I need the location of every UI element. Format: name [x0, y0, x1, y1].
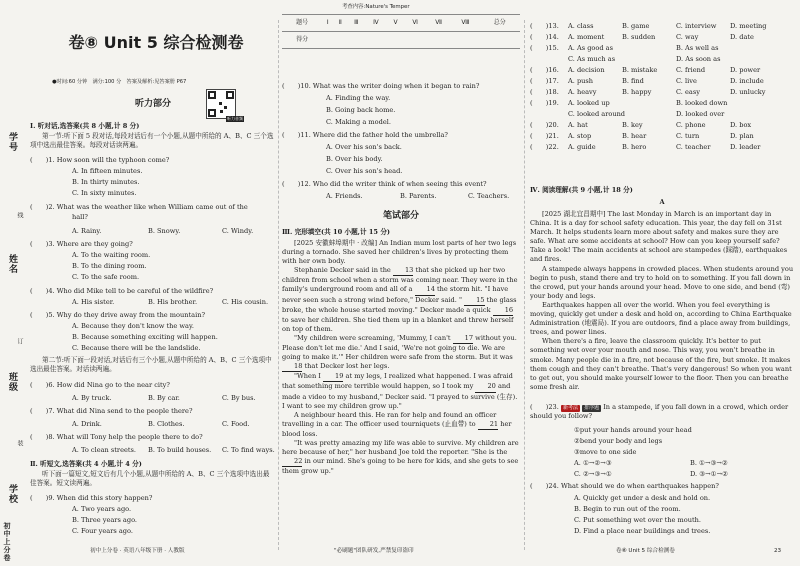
q12-option-b: B. Parents.	[400, 192, 437, 200]
reading-p4: When there's a fire, leave the classroom quickly. It's better to put something wet over your mouth and nose. This way, you won't breathe in smoke. Many people die in a fire, not because of the fire, but smoke. It makes them cough and they can't breathe. That's very dangerous! So when you want to get out, you should make yourself lower to the floor. Then you can breathe some fresh air.	[530, 337, 792, 391]
choice-option: C. friend	[676, 66, 706, 74]
choice-option: A. As good as	[568, 44, 613, 52]
q5-option-c: C. Because there will be the landslide.	[72, 344, 201, 352]
choice-option: A. push	[568, 77, 594, 85]
blank-22[interactable]: 22	[282, 457, 302, 467]
margin-label-school: 学校	[7, 484, 17, 504]
qr-caption: 听力音频	[227, 116, 243, 121]
choice-option: D. include	[730, 77, 764, 85]
choice-option: B. game	[622, 22, 650, 30]
blank-17[interactable]: 17	[453, 334, 473, 344]
q10-option-b: B. Going back home.	[326, 106, 396, 114]
choice-option: B. sudden	[622, 33, 656, 41]
choice-option: A. guide	[568, 143, 596, 151]
margin-cut-1: 线	[16, 212, 23, 219]
question-7: ( )7. What did Nina send to the people there?	[30, 407, 193, 415]
question-3: ( )3. Where are they going?	[30, 240, 133, 248]
q9-option-c: C. Four years ago.	[72, 527, 133, 535]
choice-option: C. easy	[676, 88, 700, 96]
passage-label: A	[659, 198, 665, 206]
q23-step-3: ③move to one side	[574, 448, 637, 456]
q23-option-d: D. ③→①→②	[690, 470, 729, 478]
footer-middle: "必刷题"团队研发,严禁复印盗印	[334, 548, 414, 554]
q6-option-a: A. By truck.	[72, 394, 112, 402]
score-table	[282, 14, 520, 49]
cloze-text: that Decker lost her legs.	[304, 362, 390, 371]
score-cell: Ⅴ	[387, 15, 405, 32]
choice-option: D. leader	[730, 143, 761, 151]
q2-option-c: C. Windy.	[222, 227, 254, 235]
q24-option-b: B. Begin to run out of the room.	[574, 505, 681, 513]
score-cell: Ⅰ	[322, 15, 333, 32]
margin-label-class: 班级	[7, 372, 17, 392]
question-2: ( )2. What was the weather like when William came out of the	[30, 203, 248, 211]
choice-option: B. happy	[622, 88, 652, 96]
cloze-text: at my legs, I realized what happened. I was afraid that something more terrible would happen, so I took my	[282, 372, 513, 391]
score-cell: Ⅱ	[333, 15, 347, 32]
q10-option-a: A. Finding the way.	[326, 94, 391, 102]
q12-option-c: C. Teachers.	[468, 192, 510, 200]
q4-option-b: B. His brother.	[148, 298, 198, 306]
score-cell: 总分	[480, 15, 520, 32]
choice-option: B. looked down	[676, 99, 728, 107]
q24-stem: What should we do when earthquakes happen?	[560, 482, 719, 490]
margin-logo: 初中上分卷	[3, 522, 12, 562]
choice-number: ( )21.	[530, 132, 559, 140]
q3-option-b: B. To the dining room.	[72, 262, 147, 270]
section-2-heading: Ⅱ. 听短文,选答案(共 4 小题,计 4 分)	[30, 460, 142, 468]
footer-left: 初中上分卷 · 英语八年级下册 · 人教版	[90, 548, 185, 554]
choice-option: A. looked up	[568, 99, 610, 107]
blank-14[interactable]: 14	[415, 285, 435, 295]
choice-option: D. box	[730, 121, 752, 129]
score-input[interactable]	[451, 32, 479, 49]
q3-option-a: A. To the waiting room.	[72, 251, 151, 259]
choice-option: D. plan	[730, 132, 754, 140]
cloze-text: Stephanie Decker said in the	[294, 266, 391, 275]
section-3-heading: Ⅲ. 完形填空(共 10 小题,计 15 分)	[282, 228, 391, 236]
score-input[interactable]	[387, 32, 405, 49]
choice-option: B. find	[622, 77, 644, 85]
q4-option-a: A. His sister.	[72, 298, 115, 306]
q2-option-b: B. Snowy.	[148, 227, 181, 235]
column-divider	[278, 20, 279, 550]
margin-label-name: 姓名	[7, 254, 17, 274]
score-input[interactable]	[322, 32, 333, 49]
q7-option-c: C. Food.	[222, 420, 250, 428]
q24-option-a: A. Quickly get under a desk and hold on.	[574, 494, 711, 502]
choice-option: D. unlucky	[730, 88, 766, 96]
score-label: 得分	[282, 32, 322, 49]
choice-number: ( )19.	[530, 99, 559, 107]
choice-option: D. power	[730, 66, 761, 74]
choice-option: A. moment	[568, 33, 605, 41]
question-1: ( )1. How soon will the typhoon come?	[30, 156, 170, 164]
q1-option-c: C. In sixty minutes.	[72, 189, 137, 197]
q23-option-b: B. ①→③→②	[690, 459, 728, 467]
cloze-p3	[282, 334, 520, 372]
q8-option-b: B. To build houses.	[148, 446, 212, 454]
cloze-text: that she picked up her two children from school when a storm was coming near. They were in the family's underground room and all of a	[282, 266, 518, 294]
q1-option-b: B. In thirty minutes.	[72, 178, 140, 186]
question-11: ( )11. Where did the father hold the umbrella?	[282, 131, 448, 139]
choice-option: A. heavy	[568, 88, 597, 96]
q23-stem: In a stampede, if you fall down in a crowd, which order should you follow?	[530, 403, 789, 421]
margin-cut-2: 订	[16, 338, 23, 345]
q7-option-b: B. Clothes.	[148, 420, 185, 428]
q7-option-a: A. Drink.	[72, 420, 102, 428]
choice-number: ( )16.	[530, 66, 559, 74]
blank-15[interactable]: 15	[464, 296, 484, 306]
question-4: ( )4. Who did Mike tell to be careful of the wildfire?	[30, 287, 214, 295]
cloze-p6	[282, 439, 520, 476]
q23-step-2: ②bend your body and legs	[574, 437, 663, 445]
score-input[interactable]	[426, 32, 451, 49]
writing-heading: 笔试部分	[382, 211, 419, 221]
ordering-badge: 排序题	[584, 405, 600, 411]
choice-option: C. way	[676, 33, 699, 41]
score-input[interactable]	[480, 32, 520, 49]
q2-option-a: A. Rainy.	[72, 227, 102, 235]
cloze-text: the storm hit. "I have never seen such a strong wind before," Decker said. "	[282, 285, 509, 304]
score-cell: Ⅲ	[347, 15, 365, 32]
column-divider	[524, 20, 525, 550]
cloze-p4	[282, 372, 520, 410]
section-1-intro-2: 第二节:听下面一段对话,对话后有三个小题,从题中所给的 A、B、C 三个选项中选出最佳答案。对话读两遍。	[30, 356, 272, 374]
choice-option: D. looked over	[676, 110, 725, 118]
score-input[interactable]	[404, 32, 426, 49]
q12-option-a: A. Friends.	[326, 192, 363, 200]
reading-p2: A stampede always happens in crowded places. When students around you begin to push, stand there and try to hold on to something. If you fall down in the crowd, put your hands around your head. Move to one side, and bend (弯) your body and legs.	[530, 264, 794, 300]
cloze-text: to save her children. She tied them up in a blanket and threw herself on top of them.	[282, 315, 514, 333]
question-2-cont: hall?	[72, 213, 88, 221]
choice-option: C. interview	[676, 22, 717, 30]
question-24	[530, 482, 719, 491]
question-9: ( )9. When did this story happen?	[30, 494, 153, 502]
choice-option: C. teacher	[676, 143, 711, 151]
cloze-text: A neighbour heard this. He ran for help and found an officer travelling in a car. The officer used tourniquets (止血带) to	[282, 410, 497, 428]
q1-option-a: A. In fifteen minutes.	[72, 167, 143, 175]
listening-heading: 听力部分	[134, 99, 171, 109]
cloze-p1: [2025 安徽蚌埠期中 · 改编] An Indian mum lost parts of her two legs during a tornado. She saved her children's lives by protecting them with her own body.	[282, 239, 517, 266]
choice-number: ( )22.	[530, 143, 559, 151]
cloze-text: "When I	[294, 372, 321, 381]
cloze-text: without you. Please don't let me die.' And I said, 'We're not going to die. We are going to make it.'" Her children were safe from the storm. But it was	[282, 333, 517, 362]
choice-number: ( )20.	[530, 121, 559, 129]
cloze-text: in our mind. She's going to be here for kids, and she gets to see them grow up."	[282, 457, 519, 476]
score-cell: Ⅵ	[404, 15, 426, 32]
page-title: 卷⑧ Unit 5 综合检测卷	[68, 33, 244, 52]
q5-option-a: A. Because they don't know the way.	[72, 322, 194, 330]
question-6: ( )6. How did Nina go to the near city?	[30, 381, 170, 389]
q11-option-a: A. Over his son's back.	[326, 143, 402, 151]
section-4-heading: Ⅳ. 阅读理解(共 9 小题,计 18 分)	[530, 186, 633, 194]
cloze-text: the glass broke, the whole house started moving." Decker made a quick	[282, 295, 517, 314]
margin-cut-3: 装	[16, 440, 23, 447]
question-5: ( )5. Why do they drive away from the mountain?	[30, 311, 205, 319]
choice-option: A. hat	[568, 121, 588, 129]
q8-option-c: C. To find ways.	[222, 446, 275, 454]
q9-option-b: B. Three years ago.	[72, 516, 138, 524]
score-cell: Ⅳ	[365, 15, 387, 32]
reading-passage	[530, 210, 794, 392]
q11-option-b: B. Over his body.	[326, 155, 383, 163]
reading-p1: [2025 湖北宜昌期中] The last Monday in March is an important day in China. It is a day for school safety education. This year, the day fell on 31st March. It helps students learn more about safety and makes sure they are safe. What are some accidents at school? How can you keep yourself safe? Take a look! The main accidents at school are stampedes (踩踏), earthquakes and fires.	[530, 210, 788, 264]
section-1-heading: Ⅰ. 听对话,选答案(共 8 小题,计 8 分)	[30, 122, 140, 130]
choice-option: D. As soon as	[676, 55, 721, 63]
q3-option-c: C. To the safe room.	[72, 273, 140, 281]
question-12: ( )12. Who did the writer think of when seeing this event?	[282, 180, 487, 188]
new-method-badge: 新考法	[562, 405, 578, 411]
q5-option-b: B. Because something exciting will happen.	[72, 333, 218, 341]
q23-number: ( )23.	[530, 403, 559, 411]
choice-option: D. date	[730, 33, 754, 41]
blank-19[interactable]: 19	[323, 372, 343, 382]
q11-option-c: C. Over his son's head.	[326, 167, 403, 175]
choice-option: C. looked around	[568, 110, 626, 118]
column-right	[530, 0, 794, 566]
question-23	[530, 403, 794, 421]
choice-number: ( )17.	[530, 77, 559, 85]
column-left	[30, 0, 276, 566]
q10-option-c: C. Making a model.	[326, 118, 391, 126]
q23-option-a: A. ①→②→③	[574, 459, 612, 467]
choice-option: C. live	[676, 77, 697, 85]
choice-number: ( )15.	[530, 44, 559, 52]
cloze-text: "It was pretty amazing my life was able to survive. My children are here because of her," her husband Joe told the reporter. "She is the	[282, 438, 519, 457]
q24-option-d: D. Find a place near buildings and trees.	[574, 527, 711, 535]
cloze-text: and made a video to my husband," Decker said. "I prayed to survive (生存). I want to see my children grow up."	[282, 382, 518, 410]
cloze-p2	[282, 266, 520, 334]
choice-option: B. hero	[622, 143, 647, 151]
choice-option: C. turn	[676, 132, 700, 140]
q9-option-a: A. Two years ago.	[72, 505, 132, 513]
question-10: ( )10. What was the writer doing when it began to rain?	[282, 82, 480, 90]
q4-option-c: C. His cousin.	[222, 298, 269, 306]
score-input[interactable]	[333, 32, 347, 49]
choice-option: B. As well as	[676, 44, 719, 52]
score-input[interactable]	[347, 32, 365, 49]
score-cell: Ⅷ	[451, 15, 479, 32]
q8-option-a: A. To clean streets.	[72, 446, 137, 454]
choice-option: B. hear	[622, 132, 647, 140]
blank-16[interactable]: 16	[493, 306, 513, 316]
q23-option-c: C. ②→③→①	[574, 470, 612, 478]
choice-option: B. mistake	[622, 66, 658, 74]
cloze-p5	[282, 411, 520, 439]
cloze-passage	[282, 239, 520, 476]
choice-option: A. stop	[568, 132, 592, 140]
blank-21[interactable]: 21	[478, 420, 498, 430]
choice-option: B. key	[622, 121, 643, 129]
footer-right: 卷⑧ Unit 5 综合检测卷	[616, 548, 675, 554]
blank-20[interactable]: 20	[475, 382, 495, 392]
q6-option-c: C. By bus.	[222, 394, 256, 402]
q24-option-c: C. Put something wet over the mouth.	[574, 516, 702, 524]
q23-step-1: ①put your hands around your head	[574, 426, 692, 434]
score-input[interactable]	[365, 32, 387, 49]
choice-option: D. meeting	[730, 22, 767, 30]
content-header: 考查内容:Nature's Temper	[342, 4, 410, 10]
blank-13[interactable]: 13	[393, 266, 413, 276]
cloze-text: "My children were screaming, 'Mummy, I can't	[294, 333, 451, 342]
choice-option: A. class	[568, 22, 594, 30]
reading-p3: Earthquakes happen all over the world. When you feel everything is moving, quickly get under a desk and hold on, according to China Earthquake Administration (地震局). If you are outdoors, find a place away from buildings, trees, and power lines.	[530, 300, 792, 337]
score-cell: Ⅶ	[426, 15, 451, 32]
score-cell: 题号	[282, 15, 322, 32]
choice-option: C. As much as	[568, 55, 616, 63]
choice-number: ( )13.	[530, 22, 559, 30]
choice-number: ( )18.	[530, 88, 559, 96]
column-middle	[282, 0, 520, 566]
q24-number: ( )24.	[530, 482, 559, 490]
blank-18[interactable]: 18	[282, 362, 302, 372]
choice-number: ( )14.	[530, 33, 559, 41]
margin-label-id: 学号	[7, 132, 17, 152]
choice-option: A. decision	[568, 66, 605, 74]
cloze-text: her blood loss.	[282, 419, 512, 438]
exam-meta: ●时间:60 分钟 满分:100 分 答案及解析:见答案册 P67	[52, 79, 187, 85]
q6-option-b: B. By car.	[148, 394, 180, 402]
section-1-intro: 第一节:听下面 5 段对话,每段对话后有一个小题,从题中所给的 A、B、C 三个选项中选出最佳答案。每段对话读两遍。	[30, 132, 274, 150]
section-2-intro: 听下面一篇短文,短文后有几个小题,从题中所给的 A、B、C 三个选项中选出最佳答案。短文读两遍。	[30, 470, 270, 488]
question-8: ( )8. What will Tony help the people there to do?	[30, 433, 203, 441]
binding-margin	[0, 0, 26, 566]
choice-option: C. phone	[676, 121, 706, 129]
page-number: 23	[774, 548, 782, 554]
